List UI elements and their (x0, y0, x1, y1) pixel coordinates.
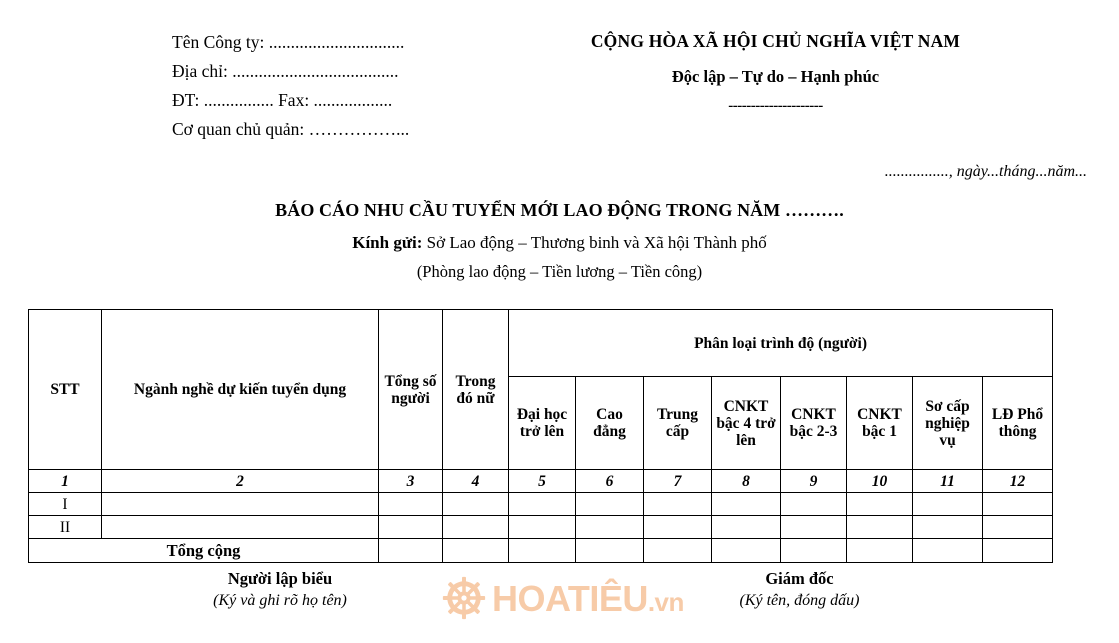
table-row[interactable] (29, 493, 1053, 516)
watermark-suffix: .vn (647, 587, 684, 617)
row-cnkt-4plus-input[interactable] (712, 493, 781, 516)
document-title: BÁO CÁO NHU CẦU TUYỂN MỚI LAO ĐỘNG TRONG NĂM ………. (275, 200, 844, 220)
number-cell-4: 4 (443, 470, 509, 493)
number-cell-1: 1 (29, 470, 102, 493)
row-elementary-vocational-input[interactable] (913, 493, 983, 516)
director-note: (Ký tên, đóng dấu) (739, 592, 860, 609)
total-total-input[interactable] (379, 539, 443, 563)
total-label: Tổng cộng (29, 539, 379, 563)
number-cell-3: 3 (379, 470, 443, 493)
form-table-wrapper (28, 309, 1052, 563)
recipient-line (0, 233, 1119, 253)
total-unskilled-labour-input[interactable] (983, 539, 1053, 563)
preparer-note: (Ký và ghi rõ họ tên) (213, 592, 347, 609)
col-header-university: Đại học trở lên (509, 377, 576, 470)
row-cnkt-4plus-input[interactable] (712, 516, 781, 539)
row-female-input[interactable] (443, 516, 509, 539)
company-phone-fax-line: ĐT: ................ Fax: .................. (172, 90, 393, 110)
number-cell-5: 5 (509, 470, 576, 493)
row-cnkt-1-input[interactable] (847, 493, 913, 516)
row-occupation-input[interactable] (102, 516, 379, 539)
watermark-brand: HOATIÊU (492, 578, 648, 619)
col-header-college: Cao đẳng (576, 377, 644, 470)
signature-block-preparer (0, 568, 560, 612)
number-cell-12: 12 (983, 470, 1053, 493)
signature-block-director (560, 568, 1119, 612)
organization-info-block (0, 28, 470, 144)
total-intermediate-input[interactable] (644, 539, 712, 563)
col-header-cnkt-1: CNKT bậc 1 (847, 377, 913, 470)
divider-dashes: --------------------- (728, 98, 823, 114)
company-name-line: Tên Công ty: ............................... (172, 32, 405, 52)
row-stt: I (29, 493, 102, 516)
recruitment-needs-table (28, 309, 1053, 563)
row-college-input[interactable] (576, 516, 644, 539)
table-number-row (29, 470, 1053, 493)
national-motto: Độc lập – Tự do – Hạnh phúc (671, 67, 880, 86)
row-elementary-vocational-input[interactable] (913, 516, 983, 539)
number-cell-9: 9 (781, 470, 847, 493)
row-cnkt-2-3-input[interactable] (781, 516, 847, 539)
number-cell-6: 6 (576, 470, 644, 493)
table-row[interactable] (29, 516, 1053, 539)
recipient-label: Kính gửi: (352, 233, 423, 252)
national-header-block (470, 28, 1119, 115)
col-header-stt: STT (29, 310, 102, 470)
company-address-line: Địa chỉ: ...................................... (172, 61, 399, 81)
col-header-unskilled-labour: LĐ Phổ thông (983, 377, 1053, 470)
table-total-row (29, 539, 1053, 563)
total-cnkt-4plus-input[interactable] (712, 539, 781, 563)
col-header-classification: Phân loại trình độ (người) (509, 310, 1053, 377)
number-cell-11: 11 (913, 470, 983, 493)
row-total-input[interactable] (379, 516, 443, 539)
preparer-title: Người lập biểu (227, 569, 333, 588)
director-title: Giám đốc (765, 569, 834, 588)
row-total-input[interactable] (379, 493, 443, 516)
row-university-input[interactable] (509, 516, 576, 539)
col-header-female: Trong đó nữ (443, 310, 509, 470)
total-college-input[interactable] (576, 539, 644, 563)
document-header (0, 28, 1119, 144)
row-occupation-input[interactable] (102, 493, 379, 516)
total-cnkt-1-input[interactable] (847, 539, 913, 563)
row-intermediate-input[interactable] (644, 493, 712, 516)
national-title: CỘNG HÒA XÃ HỘI CHỦ NGHĨA VIỆT NAM (590, 31, 961, 51)
row-stt: II (29, 516, 102, 539)
number-cell-10: 10 (847, 470, 913, 493)
col-header-cnkt-4plus: CNKT bậc 4 trở lên (712, 377, 781, 470)
total-cnkt-2-3-input[interactable] (781, 539, 847, 563)
col-header-cnkt-2-3: CNKT bậc 2-3 (781, 377, 847, 470)
row-cnkt-2-3-input[interactable] (781, 493, 847, 516)
total-elementary-vocational-input[interactable] (913, 539, 983, 563)
col-header-elementary-vocational: Sơ cấp nghiệp vụ (913, 377, 983, 470)
row-university-input[interactable] (509, 493, 576, 516)
number-cell-7: 7 (644, 470, 712, 493)
total-female-input[interactable] (443, 539, 509, 563)
total-university-input[interactable] (509, 539, 576, 563)
number-cell-8: 8 (712, 470, 781, 493)
col-header-intermediate: Trung cấp (644, 377, 712, 470)
recipient-value: Sở Lao động – Thương binh và Xã hội Thành phố (422, 233, 767, 252)
row-unskilled-labour-input[interactable] (983, 493, 1053, 516)
row-unskilled-labour-input[interactable] (983, 516, 1053, 539)
table-header-row-main (29, 310, 1053, 377)
row-cnkt-1-input[interactable] (847, 516, 913, 539)
row-female-input[interactable] (443, 493, 509, 516)
col-header-occupation: Ngành nghề dự kiến tuyển dụng (102, 310, 379, 470)
governing-body-line: Cơ quan chủ quản: ……………... (172, 119, 410, 139)
number-cell-2: 2 (102, 470, 379, 493)
row-college-input[interactable] (576, 493, 644, 516)
col-header-total: Tổng số người (379, 310, 443, 470)
signature-section (0, 568, 1119, 612)
row-intermediate-input[interactable] (644, 516, 712, 539)
date-place-line: ................, ngày...tháng...năm... (884, 163, 1087, 180)
sub-recipient-line: (Phòng lao động – Tiền lương – Tiền công) (416, 262, 703, 281)
